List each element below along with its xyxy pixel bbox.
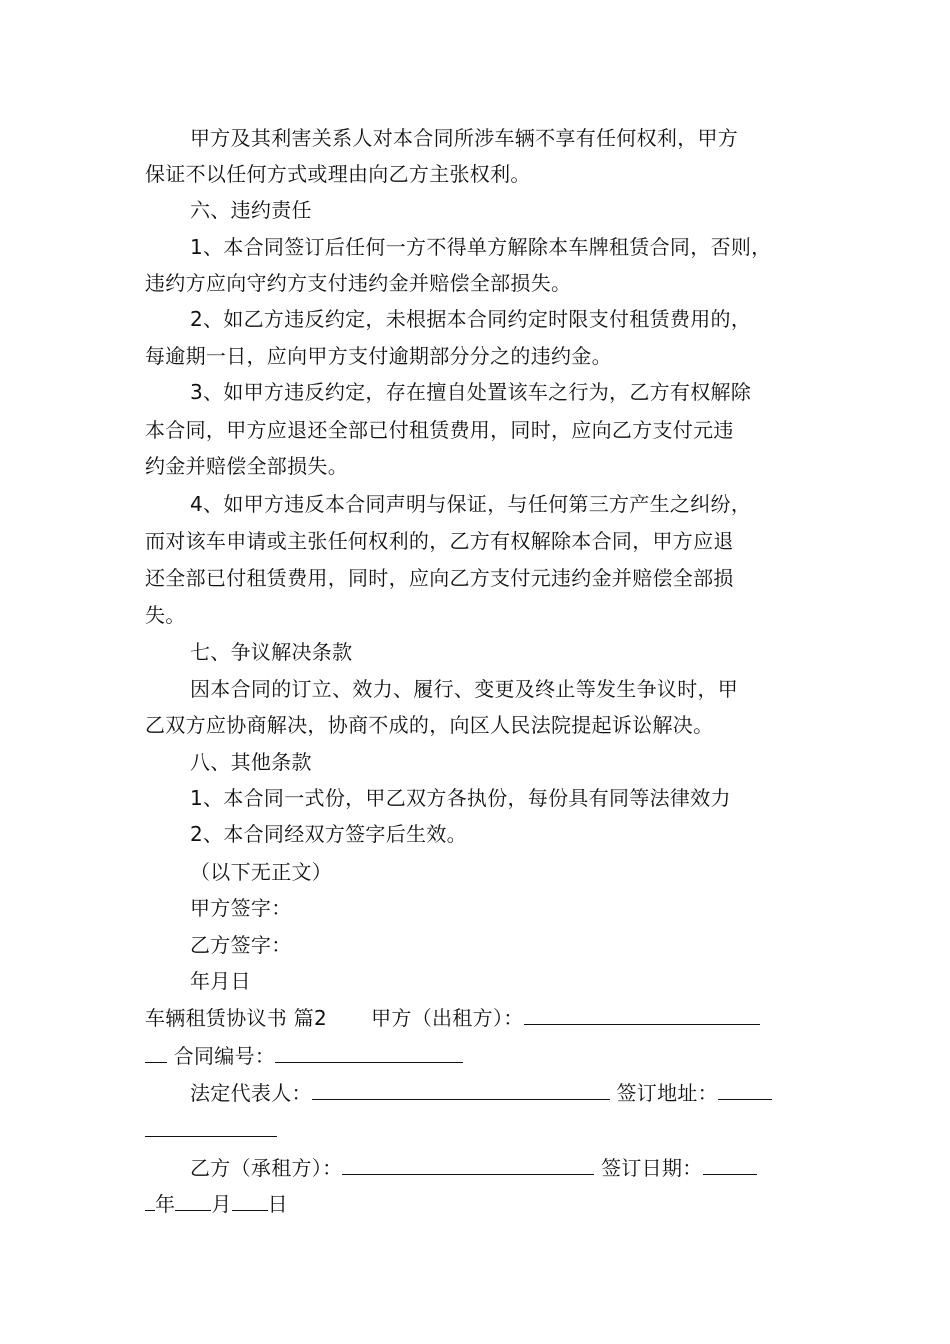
date-line bbox=[145, 1188, 288, 1218]
sign-place-continued-line bbox=[145, 1114, 277, 1144]
paragraph-line: 每逾期一日，应向甲方支付逾期部分分之的违约金。 bbox=[145, 344, 612, 368]
party-a-field[interactable] bbox=[524, 1002, 760, 1025]
paragraph-line: 2、本合同经双方签字后生效。 bbox=[190, 822, 467, 846]
paragraph-line: 3、如甲方违反约定，存在擅自处置该车之行为，乙方有权解除 bbox=[190, 380, 752, 404]
legal-rep-field[interactable] bbox=[312, 1077, 610, 1100]
party-a-label: 甲方（出租方）： bbox=[371, 1006, 524, 1030]
paragraph-line: 而对该车申请或主张任何权利的，乙方有权解除本合同，甲方应退 bbox=[145, 529, 734, 553]
legal-rep-line bbox=[190, 1077, 772, 1107]
signature-date: 年月日 bbox=[190, 969, 251, 993]
paragraph-line: 因本合同的订立、效力、履行、变更及终止等发生争议时，甲 bbox=[190, 677, 739, 701]
section-heading: 七、争议解决条款 bbox=[190, 640, 353, 664]
paragraph-line: 本合同，甲方应退还全部已付租赁费用，同时，应向乙方支付元违 bbox=[145, 418, 734, 442]
month-field[interactable] bbox=[175, 1188, 211, 1211]
day-label: 日 bbox=[267, 1192, 288, 1216]
paragraph-line: 违约方应向守约方支付违约金并赔偿全部损失。 bbox=[145, 271, 572, 295]
paragraph-line: 乙双方应协商解决，协商不成的，向区人民法院提起诉讼解决。 bbox=[145, 713, 714, 737]
party-b-field[interactable] bbox=[342, 1152, 594, 1175]
section-heading: 六、违约责任 bbox=[190, 198, 312, 222]
paragraph-line: 还全部已付租赁费用，同时，应向乙方支付元违约金并赔偿全部损 bbox=[145, 566, 734, 590]
form-title-line bbox=[145, 1002, 760, 1032]
paragraph-line: 失。 bbox=[145, 603, 186, 627]
contract-no-line bbox=[145, 1040, 463, 1070]
paragraph-line: 1、本合同一式份，甲乙双方各执份，每份具有同等法律效力 bbox=[190, 786, 731, 810]
party-a-signature: 甲方签字： bbox=[190, 896, 292, 920]
party-b-line bbox=[190, 1152, 757, 1182]
paragraph-line: 2、如乙方违反约定，未根据本合同约定时限支付租赁费用的， bbox=[190, 307, 752, 331]
party-b-label: 乙方（承租方）： bbox=[190, 1156, 343, 1180]
sign-date-label: 签订日期： bbox=[601, 1156, 703, 1180]
month-label: 月 bbox=[211, 1192, 232, 1216]
paragraph-line: 约金并赔偿全部损失。 bbox=[145, 454, 348, 478]
paragraph-line: 保证不以任何方式或理由向乙方主张权利。 bbox=[145, 162, 531, 186]
end-note: （以下无正文） bbox=[190, 860, 333, 884]
contract-no-label: 合同编号： bbox=[173, 1044, 276, 1068]
sign-place-label: 签订地址： bbox=[616, 1081, 718, 1105]
day-field[interactable] bbox=[232, 1188, 268, 1211]
contract-no-field[interactable] bbox=[275, 1040, 463, 1063]
year-label: 年 bbox=[155, 1192, 176, 1216]
date-field-continued[interactable] bbox=[145, 1188, 155, 1211]
sign-place-field-continued[interactable] bbox=[145, 1114, 277, 1137]
paragraph-line: 1、本合同签订后任何一方不得单方解除本车牌租赁合同，否则， bbox=[190, 235, 772, 259]
section-heading: 八、其他条款 bbox=[190, 750, 312, 774]
sign-date-field[interactable] bbox=[703, 1152, 757, 1175]
legal-rep-label: 法定代表人： bbox=[190, 1081, 312, 1105]
party-b-signature: 乙方签字： bbox=[190, 933, 292, 957]
sign-place-field[interactable] bbox=[718, 1077, 772, 1100]
paragraph-line: 4、如甲方违反本合同声明与保证，与任何第三方产生之纠纷， bbox=[190, 492, 752, 516]
form-title: 车辆租赁协议书 篇2 bbox=[145, 1006, 328, 1030]
party-a-field-continued[interactable] bbox=[145, 1040, 167, 1063]
paragraph-line: 甲方及其利害关系人对本合同所涉车辆不享有任何权利，甲方 bbox=[190, 126, 739, 150]
